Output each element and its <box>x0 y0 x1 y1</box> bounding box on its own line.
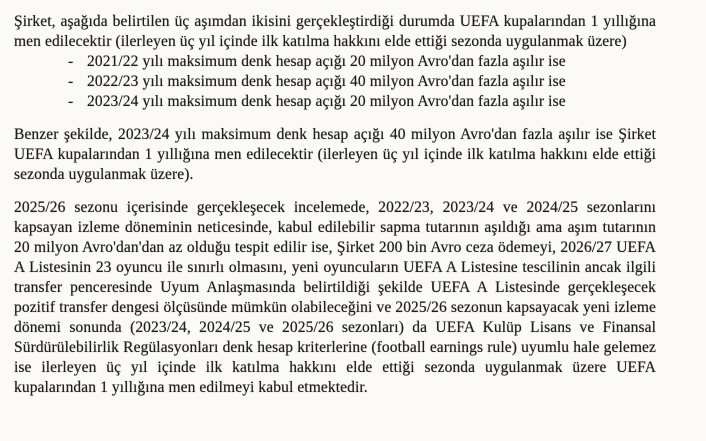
bullet-dash-icon: - <box>68 73 74 90</box>
bullet-dash-icon: - <box>68 53 74 70</box>
list-item-2022-23 <box>68 72 656 92</box>
paragraph-intro: Şirket, aşağıda belirtilen üç aşımdan ikisini gerçekleştirdiği durumda UEFA kupalarından 1 yıllığına men edilecektir (ilerleyen üç yıl içinde ilk katılma hakkını elde ettiği sezonda uygulanmak üzere) <box>14 13 656 50</box>
paragraph-monitoring-period: 2025/26 sezonu içerisinde gerçekleşecek incelemede, 2022/23, 2023/24 ve 2024/25 sezonlarını kapsayan izleme döneminin neticesinde, kabul edilebilir sapma tutarının aşıldığı ama aşım tutarının 20 milyon Avro'dan'dan az olduğu tespit edilir ise, Şirket 200 bin Avro ceza ödemeyi, 2026/27 UEFA A Listesinin 23 oyuncu ile sınırlı olmasını, yeni oyuncuların UEFA A Listesine tescilinin ancak ilgili transfer penceresinde Uyum Anlaşmasında belirtildiği şekilde UEFA A Listesinde gerçekleşecek pozitif transfer dengesi ölçüsünde mümkün olabileceğini ve 2025/26 sezonun kapsayacak yeni izleme dönemi sonunda (2023/24, 2024/25 ve 2025/26 sezonları) da UEFA Kulüp Lisans ve Finansal Sürdürülebilirlik Regülasyonları denk hesap kriterlerine (football earnings rule) uyumlu hale gelemez ise ilerleyen üç yıl içinde ilk katılma hakkını elde ettiği sezonda uygulanmak üzere UEFA kupalarından 1 yıllığına men edilmeyi kabul etmektedir. <box>14 199 656 396</box>
list-item-2021-22 <box>68 52 656 72</box>
list-item-text: 2021/22 yılı maksimum denk hesap açığı 20 milyon Avro'dan fazla aşılır ise <box>87 53 566 70</box>
bullet-dash-icon: - <box>68 93 74 110</box>
threshold-list <box>14 52 656 112</box>
list-item-text: 2023/24 yılı maksimum denk hesap açığı 20 milyon Avro'dan fazla aşılır ise <box>87 93 566 110</box>
list-item-2023-24 <box>68 92 656 112</box>
paragraph-similar-rule: Benzer şekilde, 2023/24 yılı maksimum denk hesap açığı 40 milyon Avro'dan fazla aşılır ise Şirket UEFA kupalarından 1 yıllığına men edilecektir (ilerleyen üç yıl içinde ilk katılma hakkını elde ettiği sezonda uygulanmak üzere). <box>14 126 656 183</box>
list-item-text: 2022/23 yılı maksimum denk hesap açığı 40 milyon Avro'dan fazla aşılır ise <box>87 73 566 90</box>
